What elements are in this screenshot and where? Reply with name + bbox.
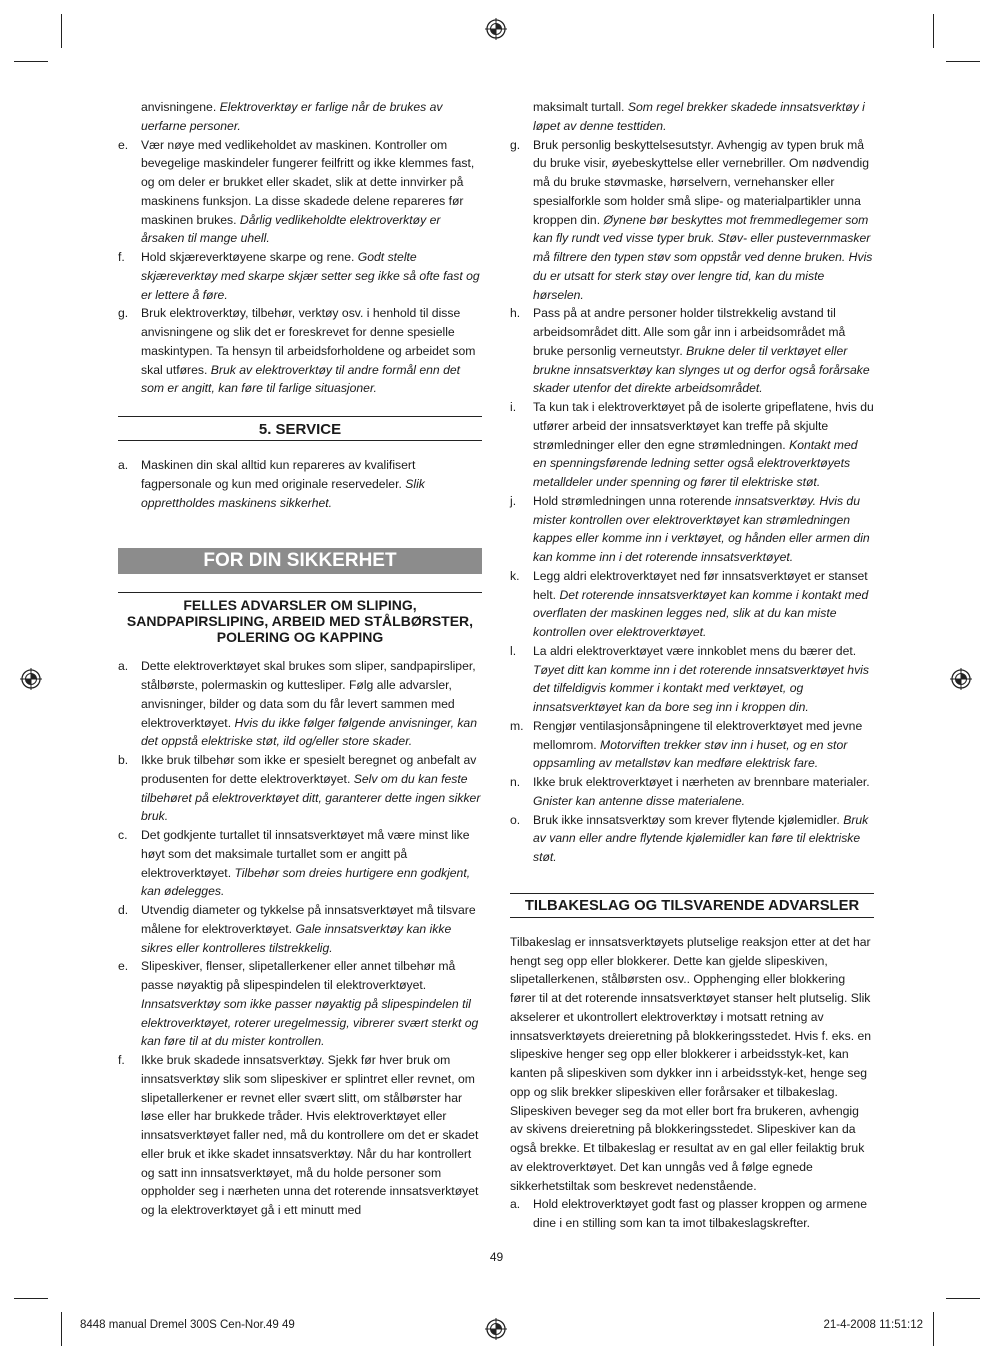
list-item: i. Ta kun tak i elektroverktøyet på de isolerte gripeflatene, hvis du utfører arbeid der innsatsverktøyet kan treffe på skjulte strømledninger eller den egne strømledningen. Kontakt med en spenningsførende ledning setter også elektroverktøyets metalldeler under spenning og fører til elektriske støt. [510, 400, 874, 489]
list-item: n. Ikke bruk elektroverktøyet i nærheten av brennbare materialer. Gnister kan antenne disse materialene. [510, 775, 870, 808]
list-item: j. Hold strømledningen unna roterende innsatsverktøy. Hvis du mister kontrollen over elektroverktøyet kan strømledningen kappes eller komme inn i verktøyet, og hånden eller armen din kan komme inn i det roterende innsatsverktøyet. [510, 493, 870, 564]
list-item: a. Hold elektroverktøyet godt fast og plasser kroppen og armene dine i en stilling som kan ta imot tilbakeslagskrefter. [510, 1197, 867, 1230]
footer-file-info: 8448 manual Dremel 300S Cen-Nor.49 49 [80, 1319, 295, 1331]
service-heading: 5. SERVICE [118, 416, 482, 441]
list-item: m. Rengjør ventilasjonsåpningene til elektroverktøyet med jevne mellomrom. Motorviften trekker støv inn i huset, og en stor oppsamling av metallstøv kan medføre elektrisk fare. [510, 718, 863, 771]
continued-paragraph: anvisningene. Elektroverktøy er farlige når de brukes av uerfarne personer. [141, 100, 443, 133]
list-item: f. Hold skjæreverktøyene skarpe og rene. Godt stelte skjæreverktøy med skarpe skjær setter seg ikke så ofte fast og er lettere å føre. [118, 250, 480, 302]
list-item: b. Ikke bruk tilbehør som ikke er spesielt beregnet og anbefalt av produsenten for dette elektroverktøyet. Selv om du kan feste tilbehøret på elektroverktøyet ditt, garanterer dette ingen sikker bruk. [118, 753, 481, 824]
crop-mark [61, 14, 62, 48]
crop-mark [933, 14, 934, 48]
crop-mark [14, 61, 48, 62]
list-item: e. Slipeskiver, flenser, slipetallerkener eller annet tilbehør må passe nøyaktig på slipespindelen til elektroverktøyet. Innsatsverktøy som ikke passer nøyaktig på slipespindelen til elektroverktøyet, roterer uregelmessig, vibrerer svært sterkt og kan føre til at du mister kontrollen. [118, 959, 479, 1049]
kickback-heading: TILBAKESLAG OG TILSVARENDE ADVARSLER [510, 893, 874, 918]
list-item: d. Utvendig diameter og tykkelse på innsatsverktøyet må tilsvare målene for elektroverktøyet. Gale innsatsverktøy kan ikke sikres eller kontrolleres tilstrekkelig. [118, 903, 476, 955]
registration-mark-icon [485, 18, 507, 40]
registration-mark-icon [20, 668, 42, 690]
list-item: a. Dette elektroverktøyet skal brukes som sliper, sandpapirsliper, stålbørste, polermaskin og kuttesliper. Følg alle advarsler, anvisninger, bilder og data som du får levert sammen med elektroverktøyet. Hvis du ikke følger følgende anvisninger, kan det oppstå elektriske støt, ild og/eller store skader. [118, 659, 477, 749]
list-item: o. Bruk ikke innsatsverktøy som krever flytende kjølemidler. Bruk av vann eller andre flytende kjølemidler kan føre til elektriske støt. [510, 812, 869, 864]
list-item: e. Vær nøye med vedlikeholdet av maskinen. Kontroller om bevegelige maskindeler fungerer feilfritt og ikke klemmes fast, og om deler er brukket eller skadet, slik at dette innvirker på maskinens funksjon. La disse skadede delene repareres før maskinen brukes. Dårlig vedlikeholdte elektroverktøy er årsaken til mange uhell. [118, 137, 475, 246]
crop-mark [61, 1312, 62, 1346]
list-item: l. La aldri elektroverktøyet være innkoblet mens du bærer det. Tøyet ditt kan komme inn i det roterende innsatsverktøyet hvis det tilfeldigvis kommer i kontakt med verktøyet, og innsatsverktøyet kan da bore seg inn i kroppen din. [510, 643, 869, 714]
safety-banner: FOR DIN SIKKERHET [118, 548, 482, 574]
left-column [118, 98, 482, 1220]
continued-paragraph: maksimalt turtall. Som regel brekker skadede innsatsverktøy i løpet av denne testtiden. [533, 100, 865, 133]
list-item: g. Bruk elektroverktøy, tilbehør, verktøy osv. i henhold til disse anvisningene og slik det er foreskrevet for denne spesielle maskintypen. Ta hensyn til arbeidsforholdene og arbeidet som skal utføres. Bruk av elektroverktøy til andre formål enn det som er angitt, kan føre til farlige situasjoner. [118, 306, 476, 396]
list-item: a. Maskinen din skal alltid kun repareres av kvalifisert fagpersonale og kun med originale reservedeler. Slik opprettholdes maskinens sikkerhet. [118, 458, 425, 510]
crop-mark [946, 1298, 980, 1299]
list-item: k. Legg aldri elektroverktøyet ned før innsatsverktøyet er stanset helt. Det roterende innsatsverktøyet kan komme i kontakt med overflaten der maskinen legges ned, slik at du kan miste kontrollen over elektroverktøyet. [510, 568, 869, 639]
crop-mark [14, 1298, 48, 1299]
list-item: g. Bruk personlig beskyttelsesutstyr. Avhengig av typen bruk må du bruke visir, øyebeskyttelse eller vernebriller. Om nødvendig må du bruke støvmaske, hørselvern, vernehansker eller spesialforkle som holder små slipe- og materialpartikler unna kroppen din. Øynene bør beskyttes mot fremmedlegemer som kan fly rundt ved visse typer bruk. Støv- eller pustevernmasker må filtrere den typen støv som oppstår ved denne bruken. Hvis du er utsatt for sterk støy over lengre tid, kan du miste hørselen. [510, 137, 873, 302]
registration-mark-icon [485, 1318, 507, 1340]
right-column [510, 98, 874, 1233]
footer-timestamp: 21-4-2008 11:51:12 [823, 1319, 923, 1331]
list-item: c. Det godkjente turtallet til innsatsverktøyet må være minst like høyt som det maksimale turtallet som er angitt på elektroverktøyet. Tilbehør som dreies hurtigere enn godkjent, kan ødelegges. [118, 828, 471, 899]
general-warnings-heading: FELLES ADVARSLER OM SLIPING, SANDPAPIRSLIPING, ARBEID MED STÅLBØRSTER, POLERING OG KAPPING [118, 592, 482, 645]
crop-mark [933, 1312, 934, 1346]
list-item: h. Pass på at andre personer holder tilstrekkelig avstand til arbeidsområdet ditt. Alle som går inn i arbeidsområdet må bruke personlig verneutstyr. Brukne deler til verktøyet eller brukne innsatsverktøy kan slynges ut og derfor også forårsake skader utenfor det direkte arbeidsområdet. [510, 306, 870, 396]
crop-mark [946, 61, 980, 62]
list-item: f. Ikke bruk skadede innsatsverktøy. Sjekk før hver bruk om innsatsverktøy slik som slipeskiver er splintret eller revnet, om slipetallerkener er revnet eller svært slitt, om stålbørster har løse eller har brukkede tråder. Hvis elektroverktøyet eller innsatsverktøyet faller ned, må du kontrollere om det er skadet eller bruk et ikke skadet innsatsverktøy. Når du har kontrollert og satt inn innsatsverktøyet, må du holde personer som oppholder seg i nærheten unna det roterende innsatsverktøyet og la elektroverktøyet gå i ett minutt med [118, 1053, 479, 1217]
page-number: 49 [489, 1250, 504, 1264]
kickback-paragraph: Tilbakeslag er innsatsverktøyets plutselige reaksjon etter at det har hengt seg opp eller blokkerer. Dette kan gjelde slipeskiven, slipetallerkenen, stålbørsten osv.. Opphenging eller blokkering fører til at det roterende innsatsverktøyet stanser helt plutselig. Slik akselerer et ukontrollert elektroverktøy i motsatt retning av innsatsverktøyets dreieretning på blokkeringsstedet. Hvis f. eks. en slipeskive henger seg opp eller blokkerer i arbeidsstyk-ket, kan kanten på slipeskiven som dykker inn i arbeidsstyk-ket, henge seg opp og slik brekker slipeskiven eller forårsaker et tilbakeslag. Slipeskiven beveger seg da mot eller bort fra brukeren, avhengig av skivens dreieretning på blokkeringsstedet. Slipeskiver kan da også brekke. Et tilbakeslag er resultat av en gal eller feilaktig bruk av elektroverktøyet. Det kan unngås ved å følge egnede sikkerhetstiltak som beskrevet nedenstående. [510, 934, 872, 1193]
registration-mark-icon [950, 668, 972, 690]
